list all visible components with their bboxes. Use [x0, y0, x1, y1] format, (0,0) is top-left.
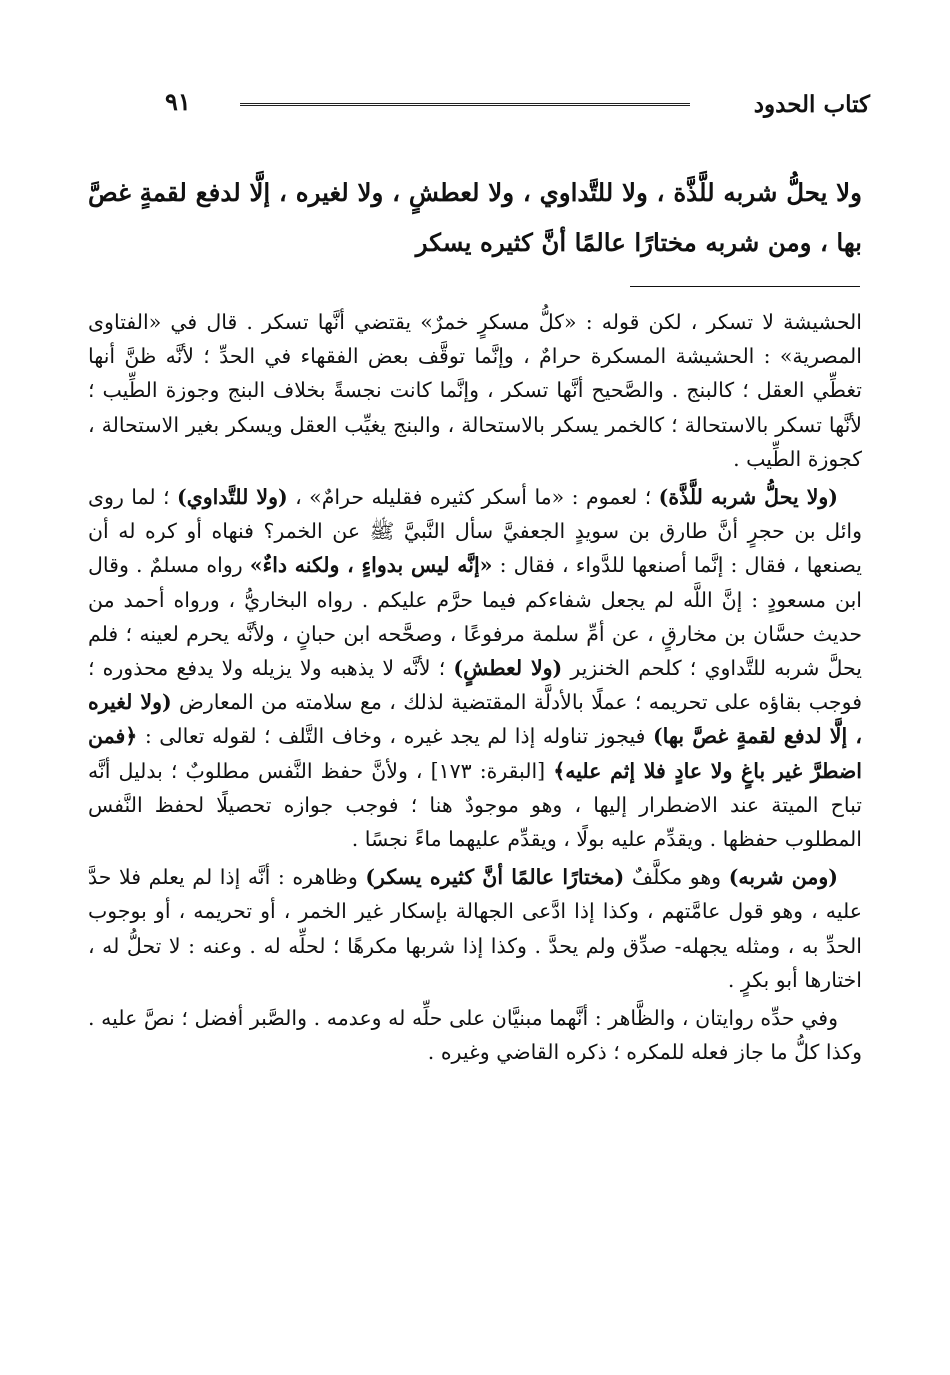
matn-quote: (مختارًا عالمًا أنَّ كثيره يسكر): [365, 865, 625, 890]
commentary-paragraph: [88, 480, 862, 856]
header-rule: [240, 103, 690, 109]
paragraph-text: ؛ لما روى وائل بن حجرٍ أنَّ طارق بن سويدٍ الجعفيَّ سأل النَّبيَّ ﷺ عن الخمر؟ فنهاه أو كره له أن يصنعها ، فقال : إنَّما أصنعها للدَّواء ، فقال :: [88, 485, 862, 578]
running-head-title: كتاب الحدود: [753, 91, 870, 118]
paragraph-text: ؛ لأنَّه لا يذهبه ولا يزيله ولا يدفع محذوره ؛ فوجب بقاؤه على تحريمه ؛ عملًا بالأدلَّة المقتضية لذلك ، مع سلامته من المعارض: [88, 656, 862, 715]
paragraph-text: رواه مسلمٌ . وقال ابن مسعودٍ : إنَّ اللَّه لم يجعل شفاءكم فيما حرَّم عليكم . رواه البخاريُّ ، ورواه أحمد من حديث حسَّان بن مخارقٍ ، عن أمِّ سلمة مرفوعًا ، وصحَّحه ابن حبانٍ ، ولأنَّه يحرم لعينه ؛ فلم يحلَّ شربه للتَّداوي ؛ كلحم الخنزير: [88, 553, 862, 681]
hadith-quote: «إنَّه ليس بدواءٍ ، ولكنه داءٌ»: [249, 553, 493, 578]
matn-quote: (ومن شربه): [728, 865, 838, 890]
quran-quote: ﴿فمن اضطرَّ غير باغٍ ولا عادٍ فلا إثم عليه﴾: [88, 724, 862, 783]
commentary-body: [88, 305, 862, 1073]
paragraph-text: الحشيشة لا تسكر ، لكن قوله : «كلُّ مسكرٍ خمرٌ» يقتضي أنَّها تسكر . قال في «الفتاوى المصرية» : الحشيشة المسكرة حرامٌ ، وإنَّما توقَّف بعض الفقهاء في الحدِّ ؛ لأنَّه ظنَّ أنها تغطِّي العقل ؛ كالبنج . والصَّحيح أنَّها تسكر ، وإنَّما كانت نجسةً بخلاف البنج وجوزة الطِّيب ؛ لأنَّها تسكر بالاستحالة ؛ كالخمر يسكر بالاستحالة ، والبنج يغيِّب العقل ويسكر بغير الاستحالة ، كجوزة الطِّيب .: [88, 310, 862, 471]
matn-quote: (ولا لغيره ، إلَّا لدفع لقمةٍ غصَّ بها): [88, 690, 862, 749]
paragraph-text: [البقرة: ١٧٣] ، ولأنَّ حفظ النَّفس مطلوبٌ ؛ بدليل أنَّه تباح الميتة عند الاضطرار إليها ، وهو موجودٌ هنا ؛ فوجب جوازه تحصيلًا لحفظ النَّفس المطلوب حفظها . ويقدِّم عليه بولًا ، ويقدِّم عليهما ماءً نجسًا .: [88, 758, 862, 852]
page-number: ٩١: [165, 87, 191, 116]
commentary-paragraph: [88, 1001, 862, 1069]
paragraph-text: فيجوز تناوله إذا لم يجد غيره ، وخاف التَّلف ؛ لقوله تعالى :: [137, 724, 653, 749]
footnote-divider: [630, 286, 860, 287]
matn-text: ولا يحلُّ شربه للَّذَّة ، ولا للتَّداوي ، ولا لعطشٍ ، ولا لغيره ، إلَّا لدفع لقمةٍ غصَّ بها ، ومن شربه مختارًا عالمًا أنَّ كثيره يسكر: [88, 178, 862, 257]
paragraph-text: وفي حدِّه روايتان ، والظَّاهر : أنَّهما مبنيَّان على حلِّه له وعدمه . والصَّبر أفضل ؛ نصَّ عليه . وكذا كلُّ ما جاز فعله للمكره ؛ ذكره القاضي وغيره .: [88, 1006, 862, 1065]
paragraph-text: وظاهره : أنَّه إذا لم يعلم فلا حدَّ عليه ، وهو قول عامَّتهم ، وكذا إذا ادَّعى الجهالة بإسكار غير الخمر ، أو تحريمه ، أو بوجوب الحدِّ به ، ومثله يجهله- صدِّق ولم يحدَّ . وكذا إذا شربها مكرهًا ؛ لحلِّه له . وعنه : لا تحلُّ له ، اختارها أبو بكرٍ .: [88, 865, 862, 992]
paragraph-text: ؛ لعموم : «ما أسكر كثيره فقليله حرامٌ» ،: [287, 485, 659, 510]
matn-quote: (ولا يحلُّ شربه للَّذَّة): [658, 485, 838, 510]
commentary-paragraph: [88, 305, 862, 476]
matn-quote: (ولا للتَّداوي): [177, 485, 288, 510]
page-header: [150, 85, 870, 125]
commentary-paragraph: [88, 860, 862, 997]
paragraph-text: وهو مكلَّفٌ: [624, 865, 729, 890]
matn-quote: (ولا لعطشٍ): [453, 656, 563, 681]
